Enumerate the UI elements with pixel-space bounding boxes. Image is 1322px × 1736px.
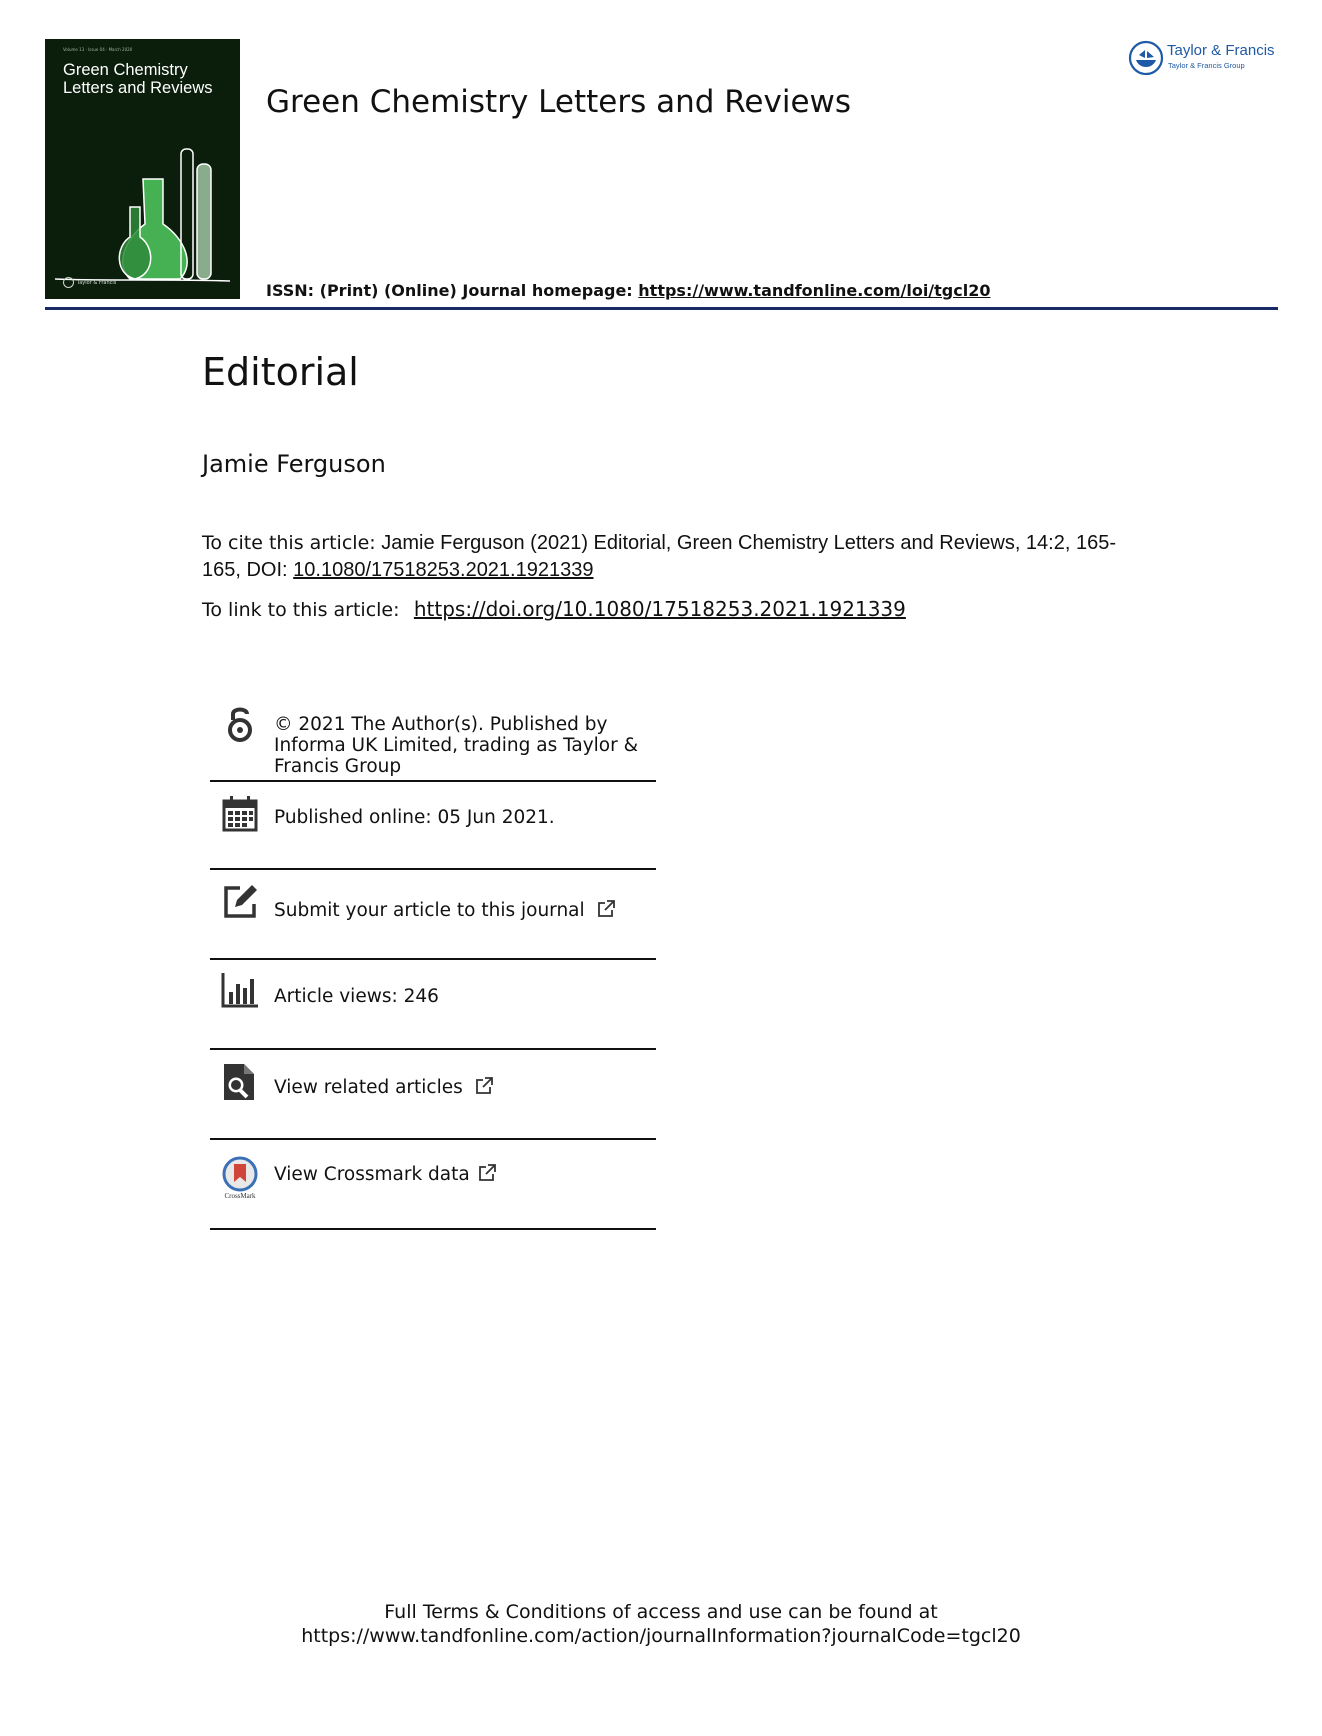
published-row: [210, 780, 656, 870]
submit-article-link[interactable]: Submit your article to this journal: [274, 900, 615, 921]
footer-terms-url[interactable]: https://www.tandfonline.com/action/journalInformation?journalCode=tgcl20: [301, 1625, 1021, 1647]
publisher-logo[interactable]: [1128, 38, 1278, 78]
cover-title: Green Chemistry Letters and Reviews: [63, 61, 213, 97]
taylor-francis-logo-icon: [1128, 40, 1164, 76]
article-views: Article views: 246: [274, 986, 439, 1007]
publisher-group: Taylor & Francis Group: [1168, 61, 1245, 70]
flasks-illustration-icon: [45, 129, 240, 289]
article-link-block: [202, 597, 906, 621]
related-row[interactable]: [210, 1048, 656, 1140]
publisher-name: Taylor & Francis: [1167, 42, 1275, 59]
terms-footer: [0, 1600, 1322, 1648]
calendar-icon: [220, 794, 260, 834]
license-row: [210, 700, 656, 782]
journal-cover: [45, 39, 240, 299]
publisher-mark-icon: [63, 277, 74, 288]
bar-chart-icon: [220, 970, 260, 1010]
journal-homepage-link[interactable]: https://www.tandfonline.com/loi/tgcl20: [638, 281, 991, 300]
header-divider: [45, 307, 1278, 310]
related-articles-link[interactable]: View related articles: [274, 1077, 493, 1098]
citation-block: [202, 530, 1132, 584]
footer-line-1: Full Terms & Conditions of access and use can be found at: [384, 1601, 938, 1623]
journal-title: Green Chemistry Letters and Reviews: [266, 84, 852, 120]
issn-line: [266, 281, 990, 300]
license-text: © 2021 The Author(s). Published by Informa UK Limited, trading as Taylor & Francis Group: [274, 714, 639, 777]
external-link-icon: [597, 900, 615, 918]
cite-text: Jamie Ferguson (2021) Editorial, Green Chemistry Letters and Reviews, 14:2, 165-165, DOI:: [202, 532, 1117, 581]
crossmark-row[interactable]: [210, 1138, 656, 1230]
issn-label: ISSN: (Print) (Online) Journal homepage:: [266, 281, 633, 300]
cover-publisher-logo: Taylor & Francis: [63, 277, 116, 288]
external-link-icon: [475, 1077, 493, 1095]
doi-link[interactable]: 10.1080/17518253.2021.1921339: [293, 559, 594, 581]
crossmark-logo-icon: CrossMark: [220, 1156, 260, 1202]
cover-issue-info: Volume 13 · Issue 04 · March 2020: [63, 47, 133, 52]
external-link-icon: [478, 1164, 496, 1182]
submit-row[interactable]: [210, 868, 656, 960]
edit-icon: [220, 882, 260, 922]
link-label: To link to this article:: [202, 599, 400, 621]
open-access-icon: [220, 704, 260, 744]
views-row: [210, 958, 656, 1050]
author-name: Jamie Ferguson: [202, 450, 386, 478]
document-search-icon: [220, 1062, 260, 1102]
article-title: Editorial: [202, 350, 359, 394]
published-date: Published online: 05 Jun 2021.: [274, 807, 555, 828]
cite-label: To cite this article:: [202, 532, 376, 554]
article-url-link[interactable]: https://doi.org/10.1080/17518253.2021.1921339: [413, 597, 906, 621]
crossmark-data-link[interactable]: View Crossmark data: [274, 1164, 496, 1185]
